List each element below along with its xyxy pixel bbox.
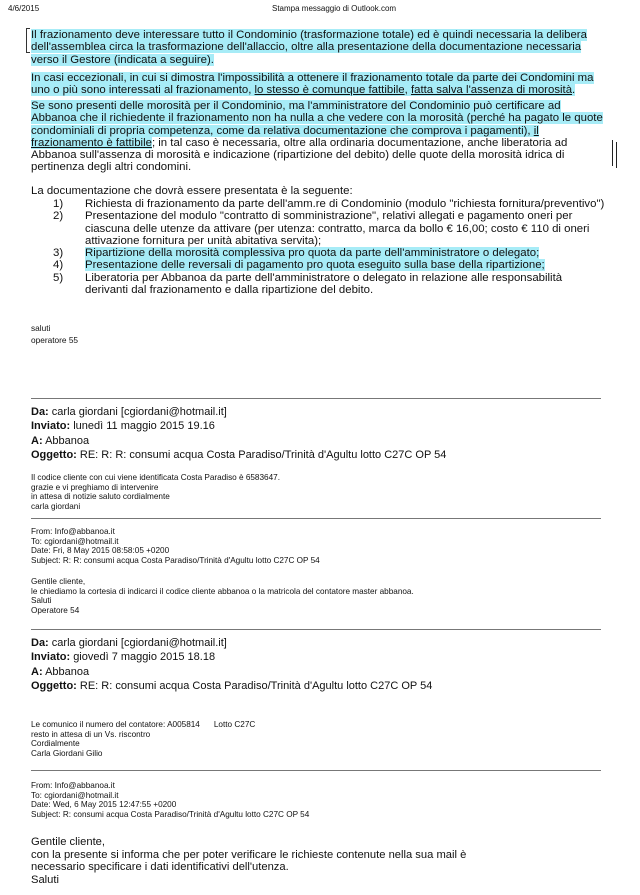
list-item: 4) Presentazione delle reversali di pagamento pro quota eseguito sulla base della ripartizione;: [53, 259, 545, 272]
document-list: [31, 198, 607, 296]
margin-mark: [616, 142, 617, 168]
print-date: 4/6/2015: [8, 4, 40, 13]
msg2-header: Da: carla giordani [cgiordani@hotmail.it] Inviato: giovedì 7 maggio 2015 18.18 A: Abbanoa Oggetto: RE: R: consumi acqua Costa Paradiso/Trinità d'Agultu lotto C27C OP 54: [31, 637, 433, 692]
separator: [31, 398, 601, 399]
msg1-sent: lunedì 11 maggio 2015 19.16: [73, 420, 215, 433]
msg2-body: Le comunico il numero del contatore: A005814 Lotto C27C resto in attesa di un Vs. riscontro Cordialmente Carla Giordani Gilio: [31, 720, 256, 758]
msg2-from: carla giordani [cgiordani@hotmail.it]: [51, 637, 227, 649]
separator: [31, 518, 601, 519]
signature: operatore 55: [31, 335, 79, 345]
separator: [31, 770, 601, 771]
closing: saluti: [31, 323, 51, 333]
msg1-body: Il codice cliente con cui viene identificata Costa Paradiso è 6583647. grazie e vi preghiamo di intervenire in attesa di notizie saluto cordialmente carla giordani: [31, 473, 280, 511]
fwd2-header: From: Info@abbanoa.it To: cgiordani@hotmail.it Date: Wed, 6 May 2015 12:47:55 +0200 Subject: R: consumi acqua Costa Paradiso/Trinità d'Agultu lotto C27C OP 54: [31, 781, 310, 819]
list-item: 5) Liberatoria per Abbanoa da parte dell'amministratore o delegato in relazione alle responsabilità derivanti dal frazionamento e dalla ripartizione del debito.: [53, 271, 563, 297]
separator: [31, 629, 601, 630]
msg2-sent: giovedì 7 maggio 2015 18.18: [73, 651, 216, 664]
msg2-subject: RE: R: consumi acqua Costa Paradiso/Trinità d'Agultu lotto C27C OP 54: [79, 679, 433, 692]
list-item: 3) Ripartizione della morosità complessiva pro quota da parte dell'amministratore o delegato;: [53, 247, 540, 260]
paragraph-1: Il frazionamento deve interessare tutto il Condominio (trasformazione totale) ed è quindi necessaria la delibera dell'assemblea circa la trasformazione dell'allaccio, oltre alla presentazione della documentazione necessaria verso il Gestore (indicata a seguire).: [31, 29, 587, 66]
final-message: Gentile cliente, con la presente si informa che per poter verificare le richieste contenute nella sua mail è necessario specificare i dati identificativi dell'utenza. Saluti: [31, 836, 467, 886]
paragraph-4: La documentazione che dovrà essere presentata è la seguente:: [31, 185, 353, 197]
list-item: 2) Presentazione del modulo "contratto di somministrazione", relativi allegati e pagamento oneri per ciascuna delle utenze da attivare (per utenza: contratto, marca da bollo € 16,00; costo € 110 di oneri attivazione fornitura per unità abitativa servita);: [53, 210, 590, 247]
fwd1-header: From: Info@abbanoa.it To: cgiordani@hotmail.it Date: Fri, 8 May 2015 08:58:05 +0200 Subject: R: R: consumi acqua Costa Paradiso/Trinità d'Agultu lotto C27C OP 54: [31, 527, 320, 565]
msg1-header: Da: carla giordani [cgiordani@hotmail.it] Inviato: lunedì 11 maggio 2015 19.16 A: Abbanoa Oggetto: RE: R: R: consumi acqua Costa Paradiso/Trinità d'Agultu lotto C27C OP 54: [31, 406, 447, 461]
msg1-to: Abbanoa: [45, 434, 90, 447]
paragraph-2: In casi eccezionali, in cui si dimostra l'impossibilità a ottenere il frazionamento totale da parte dei Condomini ma uno o più sono interessati al frazionamento, lo stesso è comunque fattibile, fatta salva l'assenza di morosità.: [31, 72, 594, 97]
msg2-to: Abbanoa: [45, 665, 90, 678]
fwd1-body: Gentile cliente, le chiediamo la cortesia di indicarci il codice cliente abbanoa o la matricola del contatore master abbanoa. Saluti Operatore 54: [31, 577, 414, 615]
msg1-from: carla giordani [cgiordani@hotmail.it]: [51, 406, 227, 418]
margin-mark: [612, 140, 613, 166]
list-item: 1) Richiesta di frazionamento da parte dell'amm.re di Condominio (modulo "richiesta fornitura/preventivo"): [53, 198, 605, 210]
paragraph-3: Se sono presenti delle morosità per il Condominio, ma l'amministratore del Condominio può certificare ad Abbanoa che il richiedente il frazionamento non ha nulla a che vedere con la morosità (perché ha pagato le quote condominiali di propria competenza, come da relativa documentazione che comprova i pagamenti), il frazionamento è fattibile; in tal caso è necessaria, oltre alla ordinaria documentazione, anche liberatoria ad Abbanoa sull'assenza di morosità e indicazione (ripartizione del debito) delle quote della morosità idrica di pertinenza degli altri condomini.: [31, 100, 603, 174]
msg1-subject: RE: R: R: consumi acqua Costa Paradiso/Trinità d'Agultu lotto C27C OP 54: [79, 448, 447, 461]
print-title: Stampa messaggio di Outlook.com: [272, 4, 397, 13]
margin-bracket: [26, 28, 30, 53]
